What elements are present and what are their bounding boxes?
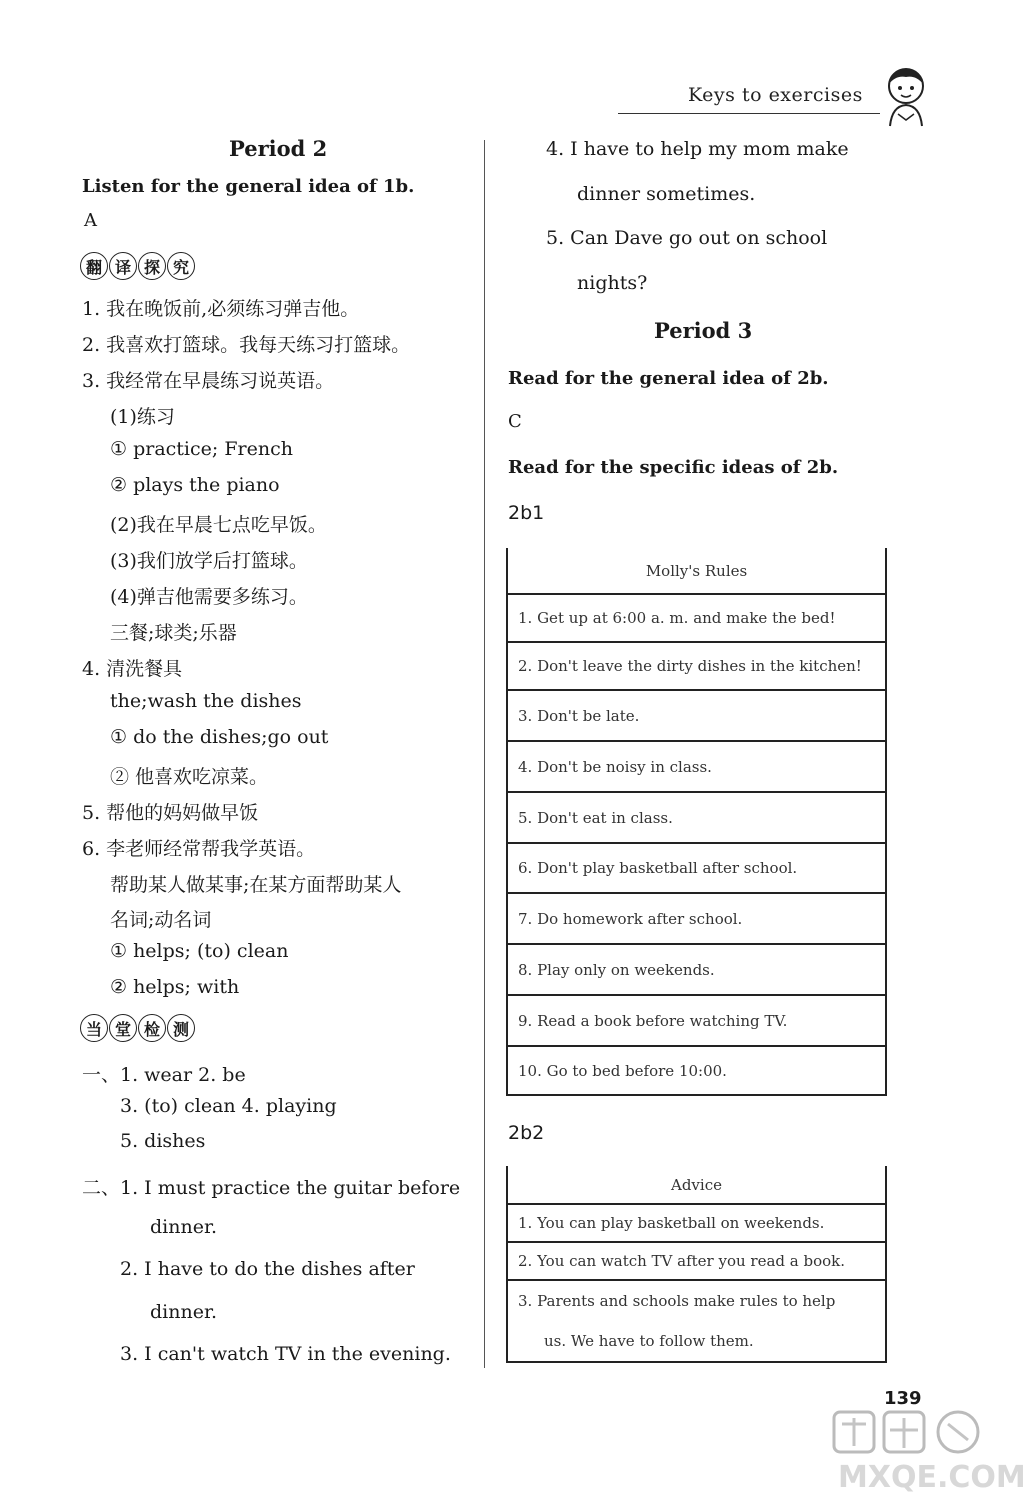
test-line: 一、1. wear 2. be: [82, 1064, 246, 1086]
badge-char: 检: [138, 1014, 166, 1042]
table-cell: 2. Don't leave the dirty dishes in the kitchen!: [507, 642, 886, 690]
table-cell: 8. Play only on weekends.: [507, 944, 886, 995]
listen-answer: A: [84, 210, 97, 231]
test-line: 3. (to) clean 4. playing: [120, 1095, 337, 1117]
table-row: [507, 843, 886, 893]
table-row: [507, 594, 886, 642]
table-cell: 5. Don't eat in class.: [507, 792, 886, 843]
table-row: [507, 642, 886, 690]
page-number: 139: [884, 1388, 922, 1409]
answer-line: dinner sometimes.: [577, 183, 756, 205]
label-2b2: 2b2: [508, 1122, 545, 1144]
column-divider: [484, 140, 485, 1368]
table-cell: 4. Don't be noisy in class.: [507, 741, 886, 792]
table-cell: 7. Do homework after school.: [507, 893, 886, 944]
section-badge-test: [80, 1014, 195, 1042]
badge-char: 翻: [80, 252, 108, 280]
badge-char: 译: [109, 252, 137, 280]
badge-char: 堂: [109, 1014, 137, 1042]
read-general-heading: Read for the general idea of 2b.: [508, 368, 829, 389]
table-header-row: [507, 548, 886, 594]
answer-line: (2)我在早晨七点吃早饭。: [110, 514, 327, 536]
table-header: Advice: [671, 1175, 722, 1194]
answer-line: 5. 帮他的妈妈做早饭: [82, 802, 259, 824]
test-line: 2. I have to do the dishes after: [120, 1258, 415, 1280]
table-cell: 10. Go to bed before 10:00.: [507, 1046, 886, 1095]
answer-line: ② plays the piano: [110, 474, 280, 496]
table-row: [507, 792, 886, 843]
table-header-row: [507, 1166, 886, 1204]
badge-char: 测: [167, 1014, 195, 1042]
answer-line: 三餐;球类;乐器: [110, 622, 237, 644]
table-cell: 6. Don't play basketball after school.: [507, 843, 886, 893]
answer-line: 4. 清洗餐具: [82, 658, 183, 680]
watermark-text: MXQE.COM: [838, 1460, 1026, 1495]
answer-line: the;wash the dishes: [110, 690, 302, 712]
answer-line: ② helps; with: [110, 976, 240, 998]
answer-line: 3. 我经常在早晨练习说英语。: [82, 370, 335, 392]
label-2b1: 2b1: [508, 502, 545, 524]
answer-line: 1. 我在晚饭前,必须练习弹吉他。: [82, 298, 360, 320]
header-rule: [618, 113, 880, 114]
answer-line: ① practice; French: [110, 438, 293, 460]
answer-line: 4. I have to help my mom make: [546, 138, 849, 160]
table-row: [507, 995, 886, 1046]
girl-mascot-icon: [880, 64, 932, 130]
badge-char: 当: [80, 1014, 108, 1042]
table-row: [507, 893, 886, 944]
test-line: 5. dishes: [120, 1130, 206, 1152]
table-row: [507, 1046, 886, 1095]
table-cell-line: us. We have to follow them.: [544, 1332, 754, 1350]
running-header: Keys to exercises: [688, 84, 863, 106]
answer-line: (1)练习: [110, 406, 175, 428]
test-line: 3. I can't watch TV in the evening.: [120, 1343, 451, 1365]
table-row: [507, 1280, 886, 1362]
answer-line: 2. 我喜欢打篮球。我每天练习打篮球。: [82, 334, 411, 356]
table-cell: [507, 1280, 886, 1362]
test-line: 二、1. I must practice the guitar before: [82, 1177, 461, 1199]
badge-char: 究: [167, 252, 195, 280]
badge-char: 探: [138, 252, 166, 280]
answer-line: 帮助某人做某事;在某方面帮助某人: [110, 874, 402, 896]
table-cell: 3. Don't be late.: [507, 690, 886, 741]
table-cell: 2. You can watch TV after you read a book.: [507, 1242, 886, 1280]
answer-line: (4)弹吉他需要多练习。: [110, 586, 308, 608]
mollys-rules-table: [506, 548, 887, 1096]
table-row: [507, 1242, 886, 1280]
listen-heading: Listen for the general idea of 1b.: [82, 176, 415, 197]
table-row: [507, 690, 886, 741]
answer-line: 5. Can Dave go out on school: [546, 227, 828, 249]
answer-line: nights?: [577, 272, 648, 294]
answer-line: ② 他喜欢吃凉菜。: [110, 766, 269, 788]
table-cell: 9. Read a book before watching TV.: [507, 995, 886, 1046]
read-general-answer: C: [508, 411, 522, 432]
test-line: dinner.: [150, 1301, 217, 1323]
period-3-title: Period 3: [654, 318, 753, 343]
table-row: [507, 1204, 886, 1242]
test-line: dinner.: [150, 1216, 217, 1238]
answer-line: (3)我们放学后打篮球。: [110, 550, 308, 572]
read-specific-heading: Read for the specific ideas of 2b.: [508, 457, 839, 478]
period-2-title: Period 2: [229, 136, 328, 161]
section-badge-translation: [80, 252, 195, 280]
answer-line: 名词;动名词: [110, 909, 212, 931]
table-cell: 1. Get up at 6:00 a. m. and make the bed!: [507, 594, 886, 642]
table-row: [507, 944, 886, 995]
table-header: Molly's Rules: [645, 561, 748, 580]
advice-table: [506, 1166, 887, 1363]
table-cell: 1. You can play basketball on weekends.: [507, 1204, 886, 1242]
answer-line: ① helps; (to) clean: [110, 940, 289, 962]
answer-line: ① do the dishes;go out: [110, 726, 329, 748]
table-row: [507, 741, 886, 792]
table-cell-line: 3. Parents and schools make rules to help: [518, 1292, 836, 1310]
answer-line: 6. 李老师经常帮我学英语。: [82, 838, 316, 860]
